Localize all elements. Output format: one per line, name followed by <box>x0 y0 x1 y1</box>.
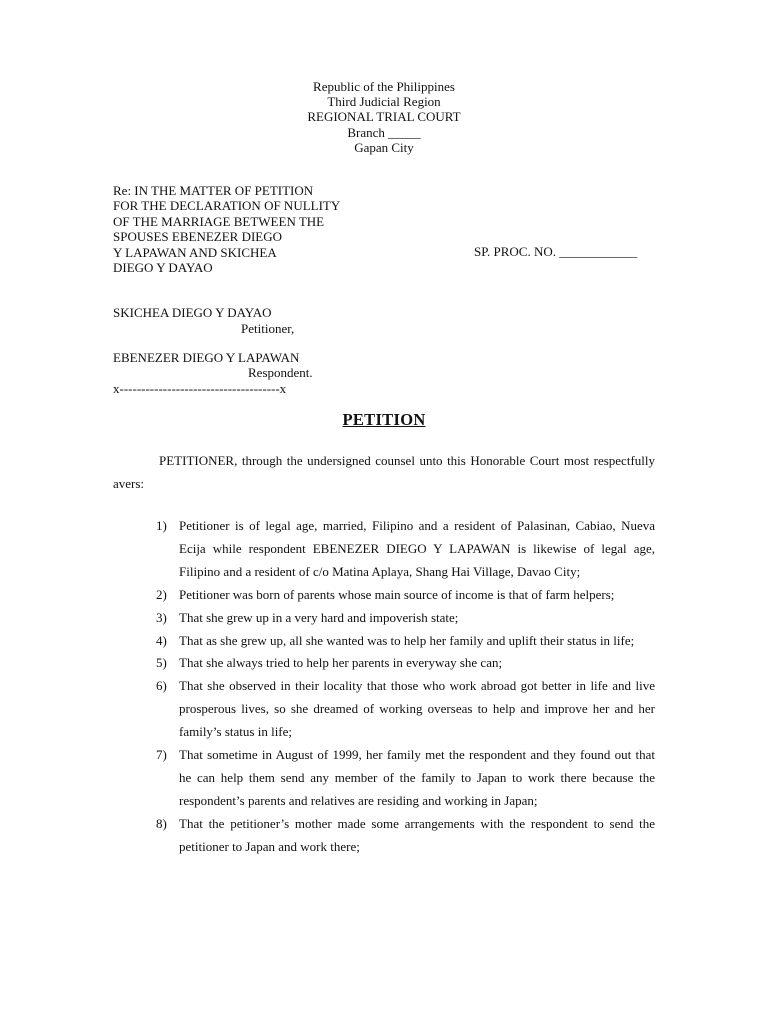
court-header <box>0 79 768 155</box>
item-text: That she observed in their locality that those who work abroad got better in life and live prosperous lives, so she dreamed of working overseas to help and improve her and her family’s status in life; <box>179 678 655 740</box>
list-item <box>156 515 655 584</box>
respondent-role: Respondent. <box>248 365 313 380</box>
petitioner-role: Petitioner, <box>241 321 295 336</box>
item-text: That as she grew up, all she wanted was to help her family and uplift their status in life; <box>179 632 635 648</box>
header-line-region: Third Judicial Region <box>327 94 441 110</box>
list-item <box>156 584 655 607</box>
caption-line: Y LAPAWAN AND SKICHEA <box>113 244 277 260</box>
caption-line: DIEGO Y DAYAO <box>113 260 213 276</box>
header-line-court: REGIONAL TRIAL COURT <box>307 109 461 125</box>
item-number: 6) <box>156 678 167 694</box>
list-item <box>156 744 655 813</box>
header-line-city: Gapan City <box>354 139 414 155</box>
item-text: That sometime in August of 1999, her family met the respondent and they found out that he can help them send any member of the family to Japan to work there because the respondent’s parents and relatives are residing and working in Japan; <box>179 747 655 808</box>
item-number: 2) <box>156 586 167 602</box>
intro-paragraph: PETITIONER, through the undersigned counsel unto this Honorable Court most respectfully avers: <box>113 453 655 491</box>
item-number: 1) <box>156 518 167 533</box>
list-item <box>156 652 655 675</box>
item-number: 7) <box>156 747 167 763</box>
caption-line: SPOUSES EBENEZER DIEGO <box>113 229 283 245</box>
item-number: 3) <box>156 609 167 625</box>
caption-line: OF THE MARRIAGE BETWEEN THE <box>113 213 325 229</box>
respondent-name: EBENEZER DIEGO Y LAPAWAN <box>113 350 300 365</box>
allegations-list <box>156 515 655 859</box>
list-item <box>156 675 655 744</box>
item-number: 4) <box>156 632 167 648</box>
item-text: That the petitioner’s mother made some arrangements with the respondent to send the petitioner to Japan and work there; <box>179 815 655 854</box>
petitioner-name: SKICHEA DIEGO Y DAYAO <box>113 305 272 320</box>
caption-line: FOR THE DECLARATION OF NULLITY <box>113 198 341 214</box>
list-item <box>156 630 655 653</box>
item-number: 8) <box>156 815 167 831</box>
list-item <box>156 813 655 859</box>
item-text: Petitioner is of legal age, married, Filipino and a resident of Palasinan, Cabiao, Nueva Ecija while respondent EBENEZER DIEGO Y LAPAWAN is likewise of legal age, Filipino and a resident of c/o Matina Aplaya, Shang Hai Village, Davao City; <box>179 518 655 579</box>
header-line-republic: Republic of the Philippines <box>313 79 455 94</box>
item-text: That she always tried to help her parents in everyway she can; <box>179 655 503 671</box>
caption-separator: x-------------------------------------x <box>113 381 287 396</box>
item-text: Petitioner was born of parents whose main source of income is that of farm helpers; <box>179 586 615 602</box>
item-number: 5) <box>156 655 167 671</box>
list-item <box>156 607 655 630</box>
item-text: That she grew up in a very hard and impoverish state; <box>179 609 459 625</box>
header-line-branch: Branch _____ <box>347 124 421 140</box>
caption-line: Re: IN THE MATTER OF PETITION <box>113 183 314 198</box>
sp-proc-number: SP. PROC. NO. ____________ <box>474 244 638 259</box>
document-title: PETITION <box>342 410 426 429</box>
case-caption <box>113 183 340 275</box>
